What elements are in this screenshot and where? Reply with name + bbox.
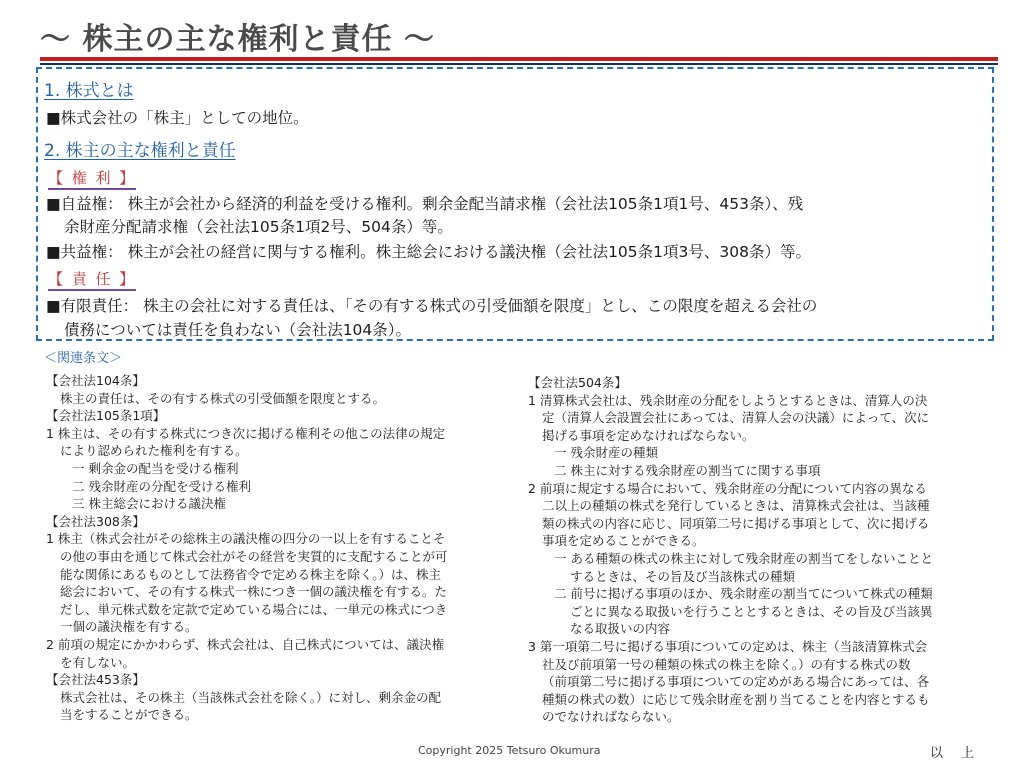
related-articles-heading: ＜関連条文＞ bbox=[44, 351, 123, 366]
article-item: 一 剰余金の配当を受ける権利 bbox=[72, 460, 239, 476]
rights-heading-underline bbox=[48, 188, 136, 190]
article-heading: 【会社法105条1項】 bbox=[46, 408, 166, 424]
copyright-notice: Copyright 2025 Tetsuro Okumura bbox=[418, 744, 601, 757]
article-heading: 【会社法308条】 bbox=[46, 513, 145, 529]
article-line: 当をすることができる。 bbox=[60, 707, 198, 723]
article-heading: 【会社法453条】 bbox=[46, 672, 145, 688]
article-item: 三 株主総会における議決権 bbox=[72, 496, 226, 512]
rights-line: 余財産分配請求権（会社法105条1項2号、504条）等。 bbox=[64, 218, 453, 236]
article-line: 事項を定めることができる。 bbox=[542, 533, 705, 549]
article-line: （前項第二号に掲げる事項についての定めがある場合にあっては、各 bbox=[542, 674, 930, 690]
article-line: だし、単元株式数を定款で定めている場合には、一単元の株式につき bbox=[60, 601, 448, 617]
article-line: 定（清算人会設置会社にあっては、清算人会の決議）によって、次に bbox=[542, 410, 930, 426]
article-line: 掲げる事項を定めなければならない。 bbox=[542, 427, 755, 443]
article-item: なる取扱いの内容 bbox=[570, 621, 671, 637]
title-rule-navy bbox=[40, 63, 998, 65]
article-line: 株式会社は、その株主（当該株式会社を除く。）に対し、剰余金の配 bbox=[60, 689, 442, 705]
article-item: 一 残余財産の種類 bbox=[554, 445, 658, 461]
section1-text: ■株式会社の「株主」としての地位。 bbox=[46, 109, 309, 127]
rights-heading: 【 権 利 】 bbox=[48, 169, 137, 187]
article-item: するときは、その旨及び当該株式の種類 bbox=[570, 568, 796, 584]
article-line: 株主の責任は、その有する株式の引受価額を限度とする。 bbox=[60, 390, 386, 406]
article-line: 能な関係にあるものとして法務省令で定める株主を除く。）は、株主 bbox=[60, 566, 442, 582]
article-line: 二以上の種類の株式を発行しているときは、清算株式会社は、当該種 bbox=[542, 498, 930, 514]
article-item: 二 前号に掲げる事項のほか、残余財産の割当てについて株式の種類 bbox=[554, 586, 933, 602]
article-line: 2 前項の規定にかかわらず、株式会社は、自己株式については、議決権 bbox=[46, 636, 445, 652]
title-rule-red bbox=[40, 57, 998, 61]
section2-heading: 2. 株主の主な権利と責任 bbox=[44, 141, 236, 161]
article-line: の他の事由を通じて株式会社がその経営を実質的に支配することが可 bbox=[60, 548, 448, 564]
responsibility-line: ■有限責任： 株主の会社に対する責任は、「その有する株式の引受価額を限度」とし、この限度を超える会社の bbox=[46, 297, 818, 315]
article-heading: 【会社法504条】 bbox=[528, 375, 627, 390]
article-line: を有しない。 bbox=[60, 654, 136, 670]
end-mark: 以上 bbox=[930, 746, 993, 761]
rights-line: ■共益権： 株主が会社の経営に関与する権利。株主総会における議決権（会社法105条1項3号、308条）等。 bbox=[46, 243, 811, 261]
article-line: 1 株主は、その有する株式につき次に掲げる権利その他この法律の規定 bbox=[46, 425, 446, 441]
article-item: 二 株主に対する残余財産の割当てに関する事項 bbox=[554, 462, 821, 478]
article-item: 二 残余財産の分配を受ける権利 bbox=[72, 478, 251, 494]
responsibility-heading-underline bbox=[48, 289, 136, 291]
rights-line: ■自益権： 株主が会社から経済的利益を受ける権利。剰余金配当請求権（会社法105条1項1号、453条）、残 bbox=[46, 195, 804, 213]
responsibility-heading: 【 責 任 】 bbox=[48, 270, 137, 288]
article-line: 一個の議決権を有する。 bbox=[60, 619, 198, 635]
article-line: により認められた権利を有する。 bbox=[60, 443, 248, 459]
responsibility-line: 債務については責任を負わない（会社法104条）。 bbox=[64, 321, 412, 339]
article-line: 社及び前項第一号の種類の株式の株主を除く。）の有する株式の数 bbox=[542, 656, 911, 672]
article-line: 2 前項に規定する場合において、残余財産の分配について内容の異なる bbox=[528, 480, 927, 496]
right-column-articles bbox=[528, 374, 998, 726]
article-line: 1 株主（株式会社がその総株主の議決権の四分の一以上を有することそ bbox=[46, 531, 446, 547]
left-column-articles bbox=[46, 372, 516, 724]
article-line: 3 第一項第二号に掲げる事項についての定めは、株主（当該清算株式会 bbox=[528, 638, 928, 654]
article-item: 一 ある種類の株式の株主に対して残余財産の割当てをしないことと bbox=[554, 550, 933, 566]
article-line: のでなければならない。 bbox=[542, 709, 680, 725]
section1-heading: 1. 株式とは bbox=[44, 81, 134, 101]
article-item: ごとに異なる取扱いを行うこととするときは、その旨及び当該異 bbox=[570, 603, 933, 619]
page-title: ～ 株主の主な権利と責任 ～ bbox=[40, 22, 435, 57]
article-line: 1 清算株式会社は、残余財産の分配をしようとするときは、清算人の決 bbox=[528, 392, 928, 408]
article-heading: 【会社法104条】 bbox=[46, 373, 145, 388]
article-line: 総会において、その有する株式一株につき一個の議決権を有する。た bbox=[60, 584, 448, 600]
article-line: 種類の株式の数）に応じて残余財産を割り当てることを内容とするも bbox=[542, 691, 930, 707]
article-line: 類の株式の内容に応じ、同項第二号に掲げる事項として、次に掲げる bbox=[542, 515, 930, 531]
